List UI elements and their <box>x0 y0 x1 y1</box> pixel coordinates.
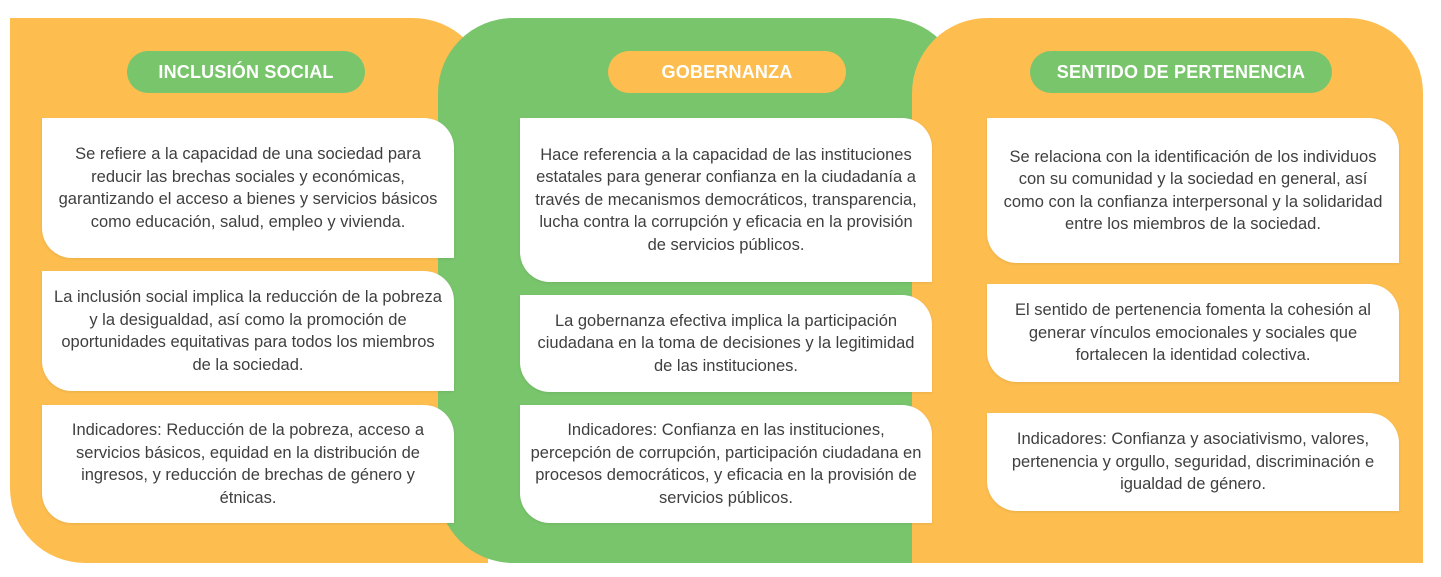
sentido-pertenencia-definition-card: Se relaciona con la identificación de los individuos con su comunidad y la sociedad en general, así como con la confianza interpersonal y la solidaridad entre los miembros de la sociedad. <box>987 118 1399 263</box>
inclusion-social-implication-card: La inclusión social implica la reducción de la pobreza y la desigualdad, así como la promoción de oportunidades equitativas para todos los miembros de la sociedad. <box>42 271 454 391</box>
gobernanza-definition-card: Hace referencia a la capacidad de las instituciones estatales para generar confianza en la ciudadanía a través de mecanismos democráticos, transparencia, lucha contra la corrupción y eficacia en la provisión de servicios públicos. <box>520 118 932 282</box>
inclusion-social-definition-card: Se refiere a la capacidad de una sociedad para reducir las brechas sociales y económicas, garantizando el acceso a bienes y servicios básicos como educación, salud, empleo y vivienda. <box>42 118 454 258</box>
gobernanza-implication-card: La gobernanza efectiva implica la participación ciudadana en la toma de decisiones y la legitimidad de las instituciones. <box>520 295 932 392</box>
sentido-pertenencia-indicators-card: Indicadores: Confianza y asociativismo, valores, pertenencia y orgullo, seguridad, discriminación e igualdad de género. <box>987 413 1399 511</box>
inclusion-social-title: INCLUSIÓN SOCIAL <box>127 51 365 93</box>
sentido-pertenencia-implication-card: El sentido de pertenencia fomenta la cohesión al generar vínculos emocionales y sociales que fortalecen la identidad colectiva. <box>987 284 1399 382</box>
sentido-pertenencia-title: SENTIDO DE PERTENENCIA <box>1030 51 1332 93</box>
inclusion-social-indicators-card: Indicadores: Reducción de la pobreza, acceso a servicios básicos, equidad en la distribución de ingresos, y reducción de brechas de género y étnicas. <box>42 405 454 523</box>
gobernanza-title: GOBERNANZA <box>608 51 846 93</box>
gobernanza-indicators-card: Indicadores: Confianza en las instituciones, percepción de corrupción, participación ciudadana en procesos democráticos, y eficacia en la provisión de servicios públicos. <box>520 405 932 523</box>
